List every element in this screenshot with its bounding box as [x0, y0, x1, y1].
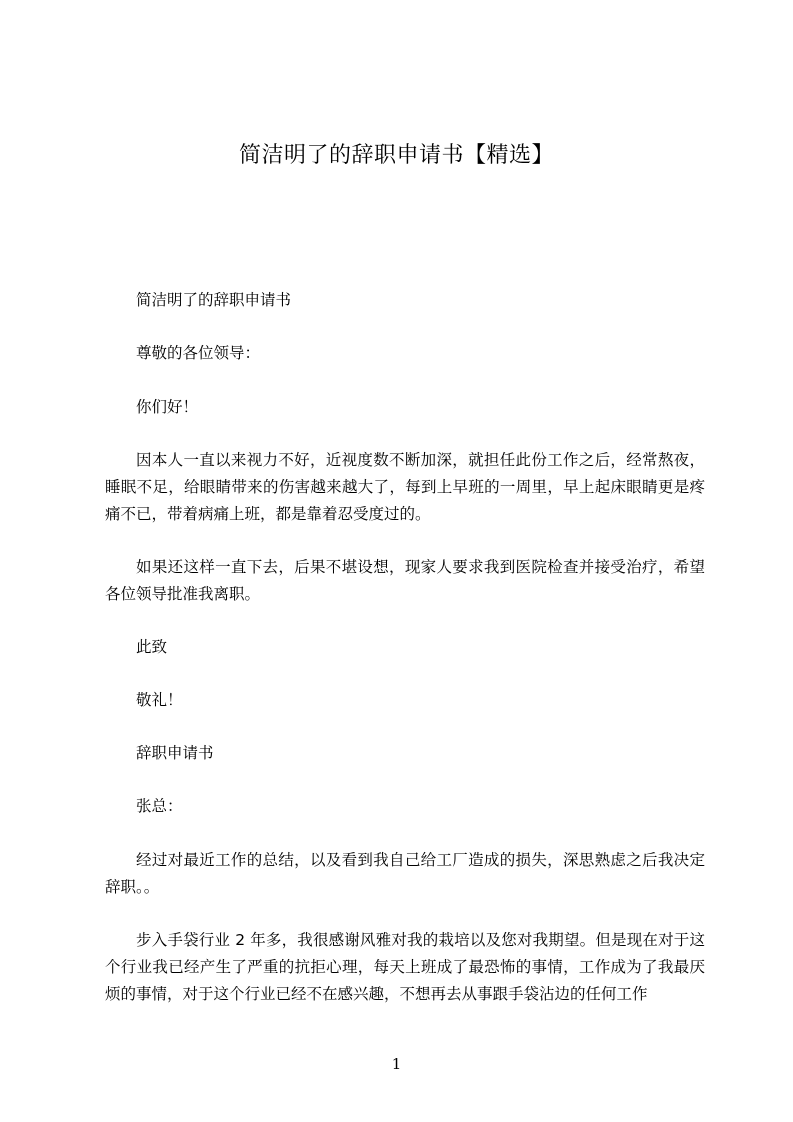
paragraph-experience: 步入手袋行业 2 年多，我很感谢风雅对我的栽培以及您对我期望。但是现在对于这个行业我已经产生了严重的抗拒心理，每天上班成了最恐怖的事情，工作成为了我最厌烦的事情，对于这个行业已经不在感兴趣，不想再去从事跟手袋沾边的任何工作 [105, 931, 705, 1003]
page-number: 1 [391, 1055, 402, 1073]
paragraph-reason: 因本人一直以来视力不好，近视度数不断加深，就担任此份工作之后，经常熬夜，睡眠不足，给眼睛带来的伤害越来越大了，每到上早班的一周里，早上起床眼睛更是疼痛不已，带着病痛上班，都是靠着忍受度过的。 [105, 451, 705, 523]
paragraph-greeting: 你们好！ [136, 398, 199, 416]
document-title: 简洁明了的辞职申请书【精选】 [238, 143, 554, 168]
paragraph-salutation: 尊敬的各位领导： [136, 344, 261, 362]
paragraph-addressee: 张总： [136, 797, 183, 815]
paragraph-closing-2: 敬礼！ [136, 691, 183, 709]
paragraph-closing-1: 此致 [136, 638, 168, 656]
paragraph-subheading: 辞职申请书 [136, 744, 214, 762]
paragraph-summary: 经过对最近工作的总结，以及看到我自己给工厂造成的损失，深思熟虑之后我决定辞职。。 [105, 851, 705, 896]
paragraph-request: 如果还这样一直下去，后果不堪设想，现家人要求我到医院检查并接受治疗，希望各位领导批准我离职。 [105, 558, 705, 603]
paragraph-heading: 简洁明了的辞职申请书 [136, 291, 292, 309]
